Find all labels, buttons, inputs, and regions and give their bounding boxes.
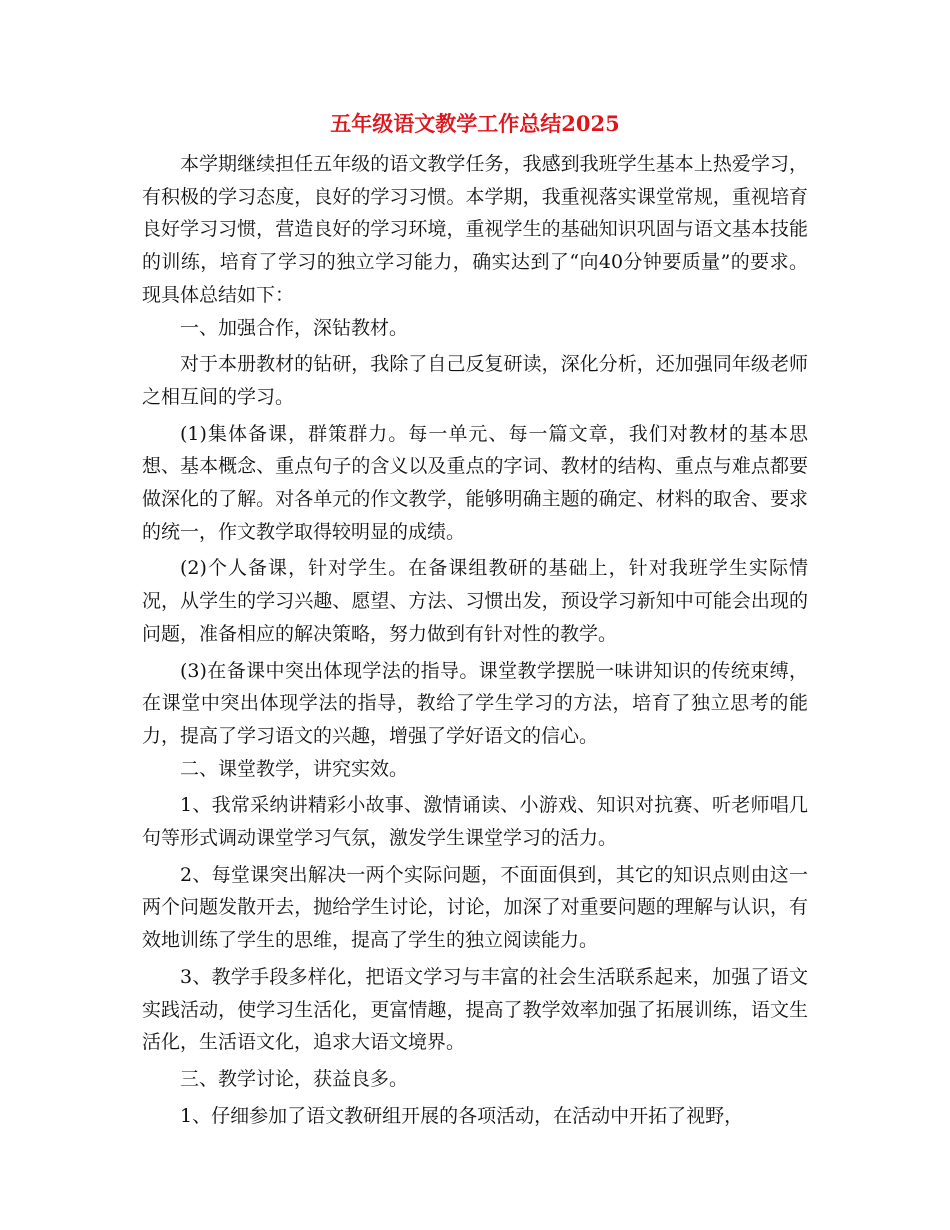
- document-body: [142, 148, 808, 1132]
- paragraph-intro: 本学期继续担任五年级的语文教学任务，我感到我班学生基本上热爱学习，有积极的学习态度，良好的学习习惯。本学期，我重视落实课堂常规，重视培育良好学习习惯，营造良好的学习环境，重视学生的基础知识巩固与语文基本技能的训练，培育了学习的独立学习能力，确实达到了“向40分钟要质量”的要求。现具体总结如下：: [142, 153, 808, 306]
- section-heading-3: 三、教学讨论，获益良多。: [180, 1067, 409, 1090]
- document-title: 五年级语文教学工作总结2025: [330, 111, 620, 136]
- paragraph: 2、每堂课突出解决一两个实际问题，不面面俱到，其它的知识点则由这一两个问题发散开去，抛给学生讨论，讨论，加深了对重要问题的理解与认识，有效地训练了学生的思维，提高了学生的独立阅读能力。: [142, 863, 808, 952]
- paragraph: (2)个人备课，针对学生。在备课组教研的基础上，针对我班学生实际情况，从学生的学习兴趣、愿望、方法、习惯出发，预设学习新知中可能会出现的问题，准备相应的解决策略，努力做到有针对性的教学。: [142, 557, 808, 645]
- paragraph: 3、教学手段多样化，把语文学习与丰富的社会生活联系起来，加强了语文实践活动，使学习生活化，更富情趣，提高了教学效率加强了拓展训练，语文生活化，生活语文化，追求大语文境界。: [142, 965, 808, 1054]
- paragraph: (3)在备课中突出体现学法的指导。课堂教学摆脱一味讲知识的传统束缚，在课堂中突出体现学法的指导，教给了学生学习的方法，培育了独立思考的能力，提高了学习语文的兴趣，增强了学好语文的信心。: [142, 659, 808, 747]
- section-heading-1: 一、加强合作，深钻教材。: [180, 316, 409, 339]
- paragraph: 1、仔细参加了语文教研组开展的各项活动，在活动中开拓了视野，: [180, 1104, 744, 1127]
- section-heading-2: 二、课堂教学，讲究实效。: [180, 757, 409, 780]
- paragraph: 1、我常采纳讲精彩小故事、激情诵读、小游戏、知识对抗赛、听老师唱几句等形式调动课堂学习气氛，激发学生课堂学习的活力。: [142, 794, 808, 850]
- paragraph: 对于本册教材的钻研，我除了自己反复研读，深化分析，还加强同年级老师之相互间的学习。: [142, 353, 808, 408]
- paragraph: (1)集体备课，群策群力。每一单元、每一篇文章，我们对教材的基本思想、基本概念、重点句子的含义以及重点的字词、教材的结构、重点与难点都要做深化的了解。对各单元的作文教学，能够明确主题的确定、材料的取舍、要求的统一，作文教学取得较明显的成绩。: [142, 422, 808, 543]
